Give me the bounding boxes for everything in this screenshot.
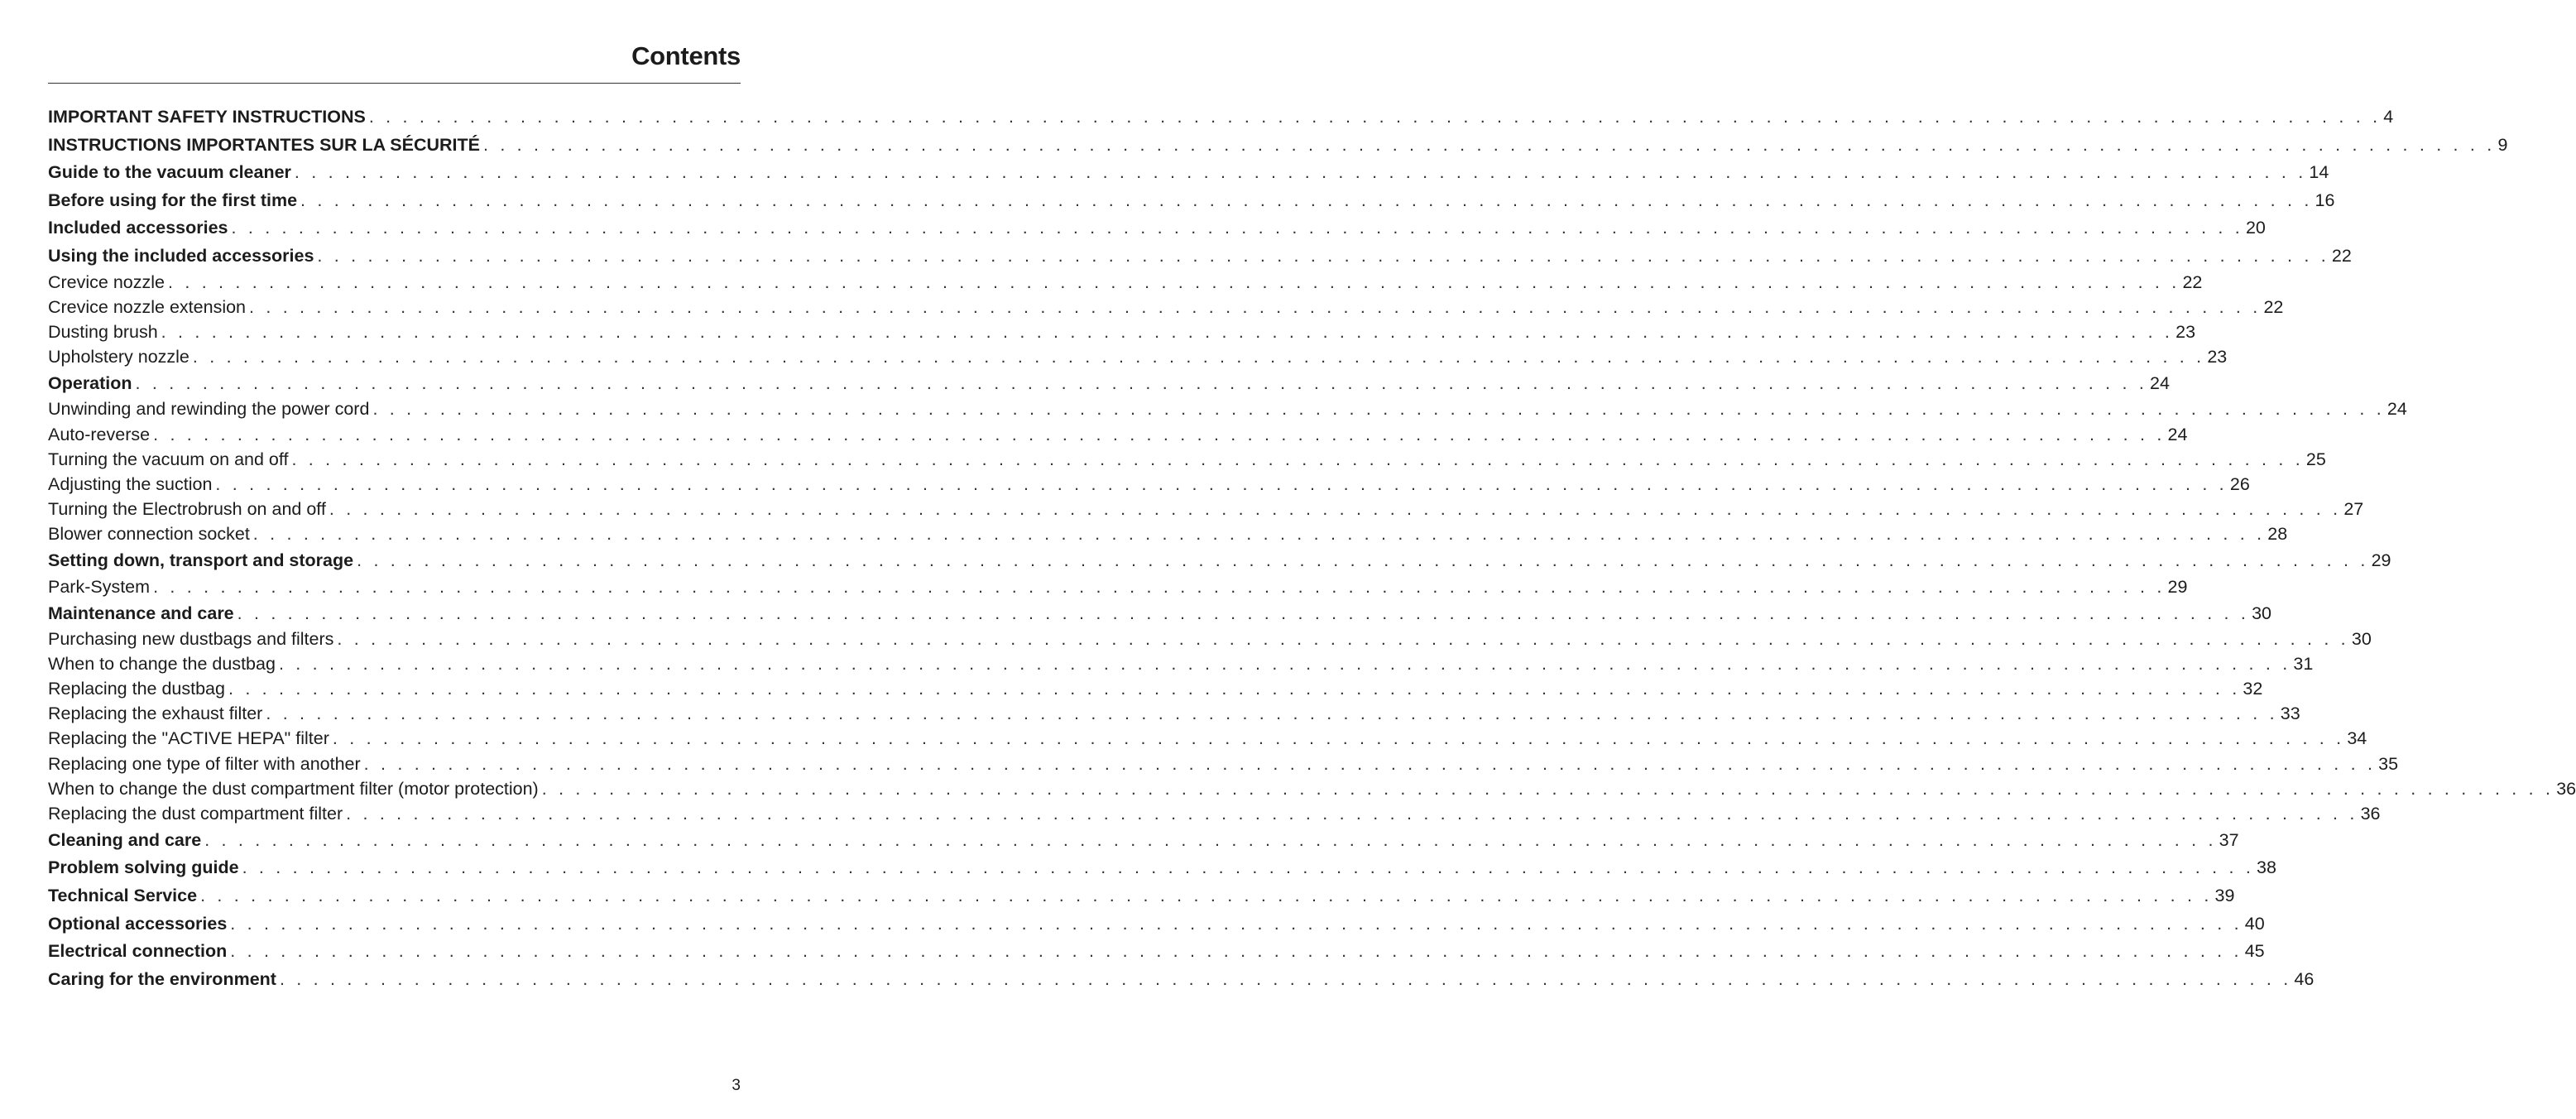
dot-leader: . . . . . . . . . . . . . . . . . . . . . . . . . . . . . . . . . . . . . . . . . . . . . . . . . . . . . . . . . . . . . . . . . . . . . . . . . . . . . . . . . . . . . . . . . . . . . . . . . . . . . . . . . . . . . . . . . . . . . . . . xyxy=(237,603,2250,623)
toc-section xyxy=(48,546,2391,574)
toc-subsection xyxy=(48,319,2196,344)
dot-leader: . . . . . . . . . . . . . . . . . . . . . . . . . . . . . . . . . . . . . . . . . . . . . . . . . . . . . . . . . . . . . . . . . . . . . . . . . . . . . . . . . . . . . . . . . . . . . . . . . . . . . . . . . . . . . . . . . . . . . . . . xyxy=(249,296,2262,317)
toc-section xyxy=(48,186,2335,214)
toc-entry-page: 25 xyxy=(2305,449,2326,469)
dot-leader: . . . . . . . . . . . . . . . . . . . . . . . . . . . . . . . . . . . . . . . . . . . . . . . . . . . . . . . . . . . . . . . . . . . . . . . . . . . . . . . . . . . . . . . . . . . . . . . . . . . . . . . . . . . . . . . . . . . . . . . . xyxy=(329,498,2342,519)
toc-entry-label: Optional accessories xyxy=(48,913,228,934)
toc-entry-label: Caring for the environment xyxy=(48,968,276,989)
dot-leader: . . . . . . . . . . . . . . . . . . . . . . . . . . . . . . . . . . . . . . . . . . . . . . . . . . . . . . . . . . . . . . . . . . . . . . . . . . . . . . . . . . . . . . . . . . . . . . . . . . . . . . . . . . . . . . . . . . . . . . . . xyxy=(541,778,2554,799)
toc-entry-page: 22 xyxy=(2182,271,2203,292)
toc-entry-page: 24 xyxy=(2387,399,2407,420)
dot-leader: . . . . . . . . . . . . . . . . . . . . . . . . . . . . . . . . . . . . . . . . . . . . . . . . . . . . . . . . . . . . . . . . . . . . . . . . . . . . . . . . . . . . . . . . . . . . . . . . . . . . . . . . . . . . . . . . . . . . . . . . xyxy=(228,679,2241,699)
toc-entry-label: Blower connection socket xyxy=(48,523,250,544)
toc-section xyxy=(48,242,2352,270)
toc-entry-label: Crevice nozzle xyxy=(48,271,165,292)
dot-leader: . . . . . . . . . . . . . . . . . . . . . . . . . . . . . . . . . . . . . . . . . . . . . . . . . . . . . . . . . . . . . . . . . . . . . . . . . . . . . . . . . . . . . . . . . . . . . . . . . . . . . . . . . . . . . . . . . . . . . . . . xyxy=(294,162,2307,183)
dot-leader: . . . . . . . . . . . . . . . . . . . . . . . . . . . . . . . . . . . . . . . . . . . . . . . . . . . . . . . . . . . . . . . . . . . . . . . . . . . . . . . . . . . . . . . . . . . . . . . . . . . . . . . . . . . . . . . . . . . . . . . . xyxy=(300,190,2313,210)
toc-entry-page: 14 xyxy=(2309,162,2329,183)
dot-leader: . . . . . . . . . . . . . . . . . . . . . . . . . . . . . . . . . . . . . . . . . . . . . . . . . . . . . . . . . . . . . . . . . . . . . . . . . . . . . . . . . . . . . . . . . . . . . . . . . . . . . . . . . . . . . . . . . . . . . . . . xyxy=(242,857,2255,878)
toc-entry-label: Park-System xyxy=(48,576,151,597)
toc-entry-page: 33 xyxy=(2280,704,2300,724)
toc-subsection xyxy=(48,676,2263,701)
toc-entry-label: Technical Service xyxy=(48,885,198,905)
toc-entry-label: Using the included accessories xyxy=(48,245,314,266)
toc-entry-label: Dusting brush xyxy=(48,321,158,342)
dot-leader: . . . . . . . . . . . . . . . . . . . . . . . . . . . . . . . . . . . . . . . . . . . . . . . . . . . . . . . . . . . . . . . . . . . . . . . . . . . . . . . . . . . . . . . . . . . . . . . . . . . . . . . . . . . . . . . . . . . . . . . . xyxy=(215,473,2228,494)
dot-leader: . . . . . . . . . . . . . . . . . . . . . . . . . . . . . . . . . . . . . . . . . . . . . . . . . . . . . . . . . . . . . . . . . . . . . . . . . . . . . . . . . . . . . . . . . . . . . . . . . . . . . . . . . . . . . . . . . . . . . . . . xyxy=(482,134,2496,155)
toc-entry-page: 32 xyxy=(2243,679,2263,699)
toc-section xyxy=(48,369,2170,397)
toc-entry-label: Cleaning and care xyxy=(48,829,202,850)
dot-leader: . . . . . . . . . . . . . . . . . . . . . . . . . . . . . . . . . . . . . . . . . . . . . . . . . . . . . . . . . . . . . . . . . . . . . . . . . . . . . . . . . . . . . . . . . . . . . . . . . . . . . . . . . . . . . . . . . . . . . . . . xyxy=(230,941,2243,962)
dot-leader: . . . . . . . . . . . . . . . . . . . . . . . . . . . . . . . . . . . . . . . . . . . . . . . . . . . . . . . . . . . . . . . . . . . . . . . . . . . . . . . . . . . . . . . . . . . . . . . . . . . . . . . . . . . . . . . . . . . . . . . . xyxy=(168,271,2180,292)
toc-entry-label: Crevice nozzle extension xyxy=(48,296,247,317)
toc-entry-page: 24 xyxy=(2150,372,2170,393)
toc-subsection xyxy=(48,396,2407,421)
toc-entry-label: Replacing the dust compartment filter xyxy=(48,803,343,824)
toc-entry-label: Guide to the vacuum cleaner xyxy=(48,162,291,183)
toc-subsection xyxy=(48,497,2364,521)
toc-entry-label: Included accessories xyxy=(48,218,228,238)
toc-entry-label: Purchasing new dustbags and filters xyxy=(48,629,334,650)
toc-entry-label: INSTRUCTIONS IMPORTANTES SUR LA SÉCURITÉ xyxy=(48,134,480,155)
dot-leader: . . . . . . . . . . . . . . . . . . . . . . . . . . . . . . . . . . . . . . . . . . . . . . . . . . . . . . . . . . . . . . . . . . . . . . . . . . . . . . . . . . . . . . . . . . . . . . . . . . . . . . . . . . . . . . . . . . . . . . . . xyxy=(192,346,2205,367)
toc-section xyxy=(48,853,2276,881)
toc-entry-label: When to change the dust compartment filter (motor protection) xyxy=(48,778,539,799)
toc-entry-label: Turning the vacuum on and off xyxy=(48,449,289,469)
toc-entry-label: Adjusting the suction xyxy=(48,473,213,494)
toc-entry-label: Replacing the dustbag xyxy=(48,679,225,699)
toc-subsection xyxy=(48,776,2576,801)
toc-subsection xyxy=(48,726,2367,751)
toc-entry-label: When to change the dustbag xyxy=(48,654,276,675)
toc-entry-page: 29 xyxy=(2167,576,2188,597)
toc-entry-page: 40 xyxy=(2244,913,2265,934)
dot-leader: . . . . . . . . . . . . . . . . . . . . . . . . . . . . . . . . . . . . . . . . . . . . . . . . . . . . . . . . . . . . . . . . . . . . . . . . . . . . . . . . . . . . . . . . . . . . . . . . . . . . . . . . . . . . . . . . . . . . . . . . xyxy=(317,245,2329,266)
toc-entry-page: 26 xyxy=(2229,473,2250,494)
toc-entry-page: 36 xyxy=(2360,803,2381,824)
dot-leader: . . . . . . . . . . . . . . . . . . . . . . . . . . . . . . . . . . . . . . . . . . . . . . . . . . . . . . . . . . . . . . . . . . . . . . . . . . . . . . . . . . . . . . . . . . . . . . . . . . . . . . . . . . . . . . . . . . . . . . . . xyxy=(200,885,2213,905)
dot-leader: . . . . . . . . . . . . . . . . . . . . . . . . . . . . . . . . . . . . . . . . . . . . . . . . . . . . . . . . . . . . . . . . . . . . . . . . . . . . . . . . . . . . . . . . . . . . . . . . . . . . . . . . . . . . . . . . . . . . . . . . xyxy=(346,803,2358,824)
page-number: 3 xyxy=(732,1077,741,1094)
toc-entry-label: Replacing the "ACTIVE HEPA" filter xyxy=(48,728,329,749)
dot-leader: . . . . . . . . . . . . . . . . . . . . . . . . . . . . . . . . . . . . . . . . . . . . . . . . . . . . . . . . . . . . . . . . . . . . . . . . . . . . . . . . . . . . . . . . . . . . . . . . . . . . . . . . . . . . . . . . . . . . . . . . xyxy=(135,372,2147,393)
toc-entry-page: 4 xyxy=(2383,107,2394,127)
toc-subsection xyxy=(48,752,2399,776)
toc-entry-label: Replacing the exhaust filter xyxy=(48,704,263,724)
toc-entry-page: 30 xyxy=(2351,629,2372,650)
dot-leader: . . . . . . . . . . . . . . . . . . . . . . . . . . . . . . . . . . . . . . . . . . . . . . . . . . . . . . . . . . . . . . . . . . . . . . . . . . . . . . . . . . . . . . . . . . . . . . . . . . . . . . . . . . . . . . . . . . . . . . . . xyxy=(357,550,2369,570)
toc-section xyxy=(48,881,2235,910)
toc-entry-label: Maintenance and care xyxy=(48,603,234,623)
dot-leader: . . . . . . . . . . . . . . . . . . . . . . . . . . . . . . . . . . . . . . . . . . . . . . . . . . . . . . . . . . . . . . . . . . . . . . . . . . . . . . . . . . . . . . . . . . . . . . . . . . . . . . . . . . . . . . . . . . . . . . . . xyxy=(161,321,2174,342)
toc-subsection xyxy=(48,574,2188,599)
toc-entry-page: 16 xyxy=(2315,190,2335,210)
toc-entry-label: Electrical connection xyxy=(48,941,228,962)
toc-entry-page: 9 xyxy=(2497,134,2508,155)
toc-subsection xyxy=(48,447,2326,472)
dot-leader: . . . . . . . . . . . . . . . . . . . . . . . . . . . . . . . . . . . . . . . . . . . . . . . . . . . . . . . . . . . . . . . . . . . . . . . . . . . . . . . . . . . . . . . . . . . . . . . . . . . . . . . . . . . . . . . . . . . . . . . . xyxy=(153,576,2166,597)
dot-leader: . . . . . . . . . . . . . . . . . . . . . . . . . . . . . . . . . . . . . . . . . . . . . . . . . . . . . . . . . . . . . . . . . . . . . . . . . . . . . . . . . . . . . . . . . . . . . . . . . . . . . . . . . . . . . . . . . . . . . . . . xyxy=(230,913,2243,934)
dot-leader: . . . . . . . . . . . . . . . . . . . . . . . . . . . . . . . . . . . . . . . . . . . . . . . . . . . . . . . . . . . . . . . . . . . . . . . . . . . . . . . . . . . . . . . . . . . . . . . . . . . . . . . . . . . . . . . . . . . . . . . . xyxy=(368,107,2382,127)
toc-section xyxy=(48,910,2265,938)
dot-leader: . . . . . . . . . . . . . . . . . . . . . . . . . . . . . . . . . . . . . . . . . . . . . . . . . . . . . . . . . . . . . . . . . . . . . . . . . . . . . . . . . . . . . . . . . . . . . . . . . . . . . . . . . . . . . . . . . . . . . . . . xyxy=(279,968,2292,989)
dot-leader: . . . . . . . . . . . . . . . . . . . . . . . . . . . . . . . . . . . . . . . . . . . . . . . . . . . . . . . . . . . . . . . . . . . . . . . . . . . . . . . . . . . . . . . . . . . . . . . . . . . . . . . . . . . . . . . . . . . . . . . . xyxy=(337,629,2349,650)
dot-leader: . . . . . . . . . . . . . . . . . . . . . . . . . . . . . . . . . . . . . . . . . . . . . . . . . . . . . . . . . . . . . . . . . . . . . . . . . . . . . . . . . . . . . . . . . . . . . . . . . . . . . . . . . . . . . . . . . . . . . . . . xyxy=(363,753,2377,774)
dot-leader: . . . . . . . . . . . . . . . . . . . . . . . . . . . . . . . . . . . . . . . . . . . . . . . . . . . . . . . . . . . . . . . . . . . . . . . . . . . . . . . . . . . . . . . . . . . . . . . . . . . . . . . . . . . . . . . . . . . . . . . . xyxy=(278,654,2291,675)
toc-entry-page: 23 xyxy=(2207,346,2228,367)
toc-entry-page: 39 xyxy=(2214,885,2235,905)
toc-entry-page: 37 xyxy=(2219,829,2239,850)
dot-leader: . . . . . . . . . . . . . . . . . . . . . . . . . . . . . . . . . . . . . . . . . . . . . . . . . . . . . . . . . . . . . . . . . . . . . . . . . . . . . . . . . . . . . . . . . . . . . . . . . . . . . . . . . . . . . . . . . . . . . . . . xyxy=(372,399,2385,420)
toc-entry-page: 27 xyxy=(2343,498,2364,519)
toc-entry-page: 22 xyxy=(2263,296,2284,317)
toc-entry-page: 24 xyxy=(2167,424,2188,444)
toc-subsection xyxy=(48,344,2228,369)
toc-entry-page: 45 xyxy=(2244,941,2265,962)
table-of-contents xyxy=(48,103,2576,992)
toc-subsection xyxy=(48,801,2381,826)
dot-leader: . . . . . . . . . . . . . . . . . . . . . . . . . . . . . . . . . . . . . . . . . . . . . . . . . . . . . . . . . . . . . . . . . . . . . . . . . . . . . . . . . . . . . . . . . . . . . . . . . . . . . . . . . . . . . . . . . . . . . . . . xyxy=(153,424,2166,444)
dot-leader: . . . . . . . . . . . . . . . . . . . . . . . . . . . . . . . . . . . . . . . . . . . . . . . . . . . . . . . . . . . . . . . . . . . . . . . . . . . . . . . . . . . . . . . . . . . . . . . . . . . . . . . . . . . . . . . . . . . . . . . . xyxy=(231,218,2243,238)
toc-entry-page: 38 xyxy=(2257,857,2276,878)
toc-entry-page: 36 xyxy=(2556,778,2576,799)
toc-entry-page: 34 xyxy=(2347,728,2367,749)
toc-section xyxy=(48,965,2315,993)
toc-entry-label: Operation xyxy=(48,372,132,393)
toc-subsection xyxy=(48,472,2250,497)
toc-section xyxy=(48,214,2266,242)
dot-leader: . . . . . . . . . . . . . . . . . . . . . . . . . . . . . . . . . . . . . . . . . . . . . . . . . . . . . . . . . . . . . . . . . . . . . . . . . . . . . . . . . . . . . . . . . . . . . . . . . . . . . . . . . . . . . . . . . . . . . . . . xyxy=(204,829,2217,850)
toc-section xyxy=(48,937,2265,965)
toc-entry-page: 20 xyxy=(2245,218,2266,238)
toc-subsection xyxy=(48,295,2284,319)
toc-section xyxy=(48,826,2239,854)
toc-subsection xyxy=(48,521,2288,546)
title-divider xyxy=(48,83,741,84)
toc-entry-page: 29 xyxy=(2371,550,2391,570)
toc-subsection xyxy=(48,270,2203,295)
toc-subsection xyxy=(48,701,2300,726)
toc-entry-page: 28 xyxy=(2267,523,2288,544)
dot-leader: . . . . . . . . . . . . . . . . . . . . . . . . . . . . . . . . . . . . . . . . . . . . . . . . . . . . . . . . . . . . . . . . . . . . . . . . . . . . . . . . . . . . . . . . . . . . . . . . . . . . . . . . . . . . . . . . . . . . . . . . xyxy=(291,449,2304,469)
toc-entry-page: 31 xyxy=(2293,654,2314,675)
toc-subsection xyxy=(48,651,2314,676)
toc-entry-label: Replacing one type of filter with another xyxy=(48,753,361,774)
toc-entry-page: 22 xyxy=(2331,245,2352,266)
dot-leader: . . . . . . . . . . . . . . . . . . . . . . . . . . . . . . . . . . . . . . . . . . . . . . . . . . . . . . . . . . . . . . . . . . . . . . . . . . . . . . . . . . . . . . . . . . . . . . . . . . . . . . . . . . . . . . . . . . . . . . . . xyxy=(252,523,2266,544)
toc-entry-label: Upholstery nozzle xyxy=(48,346,189,367)
toc-entry-label: Unwinding and rewinding the power cord xyxy=(48,399,370,420)
toc-entry-label: Turning the Electrobrush on and off xyxy=(48,498,326,519)
toc-entry-label: Setting down, transport and storage xyxy=(48,550,354,570)
toc-section xyxy=(48,599,2272,627)
toc-subsection xyxy=(48,422,2188,447)
page-title: Contents xyxy=(631,41,741,70)
toc-entry-label: Auto-reverse xyxy=(48,424,151,444)
dot-leader: . . . . . . . . . . . . . . . . . . . . . . . . . . . . . . . . . . . . . . . . . . . . . . . . . . . . . . . . . . . . . . . . . . . . . . . . . . . . . . . . . . . . . . . . . . . . . . . . . . . . . . . . . . . . . . . . . . . . . . . . xyxy=(332,728,2345,749)
toc-section xyxy=(48,103,2394,131)
toc-entry-page: 30 xyxy=(2252,603,2272,623)
toc-entry-page: 46 xyxy=(2294,968,2315,989)
toc-entry-label: Before using for the first time xyxy=(48,190,298,210)
toc-entry-page: 35 xyxy=(2378,753,2399,774)
toc-subsection xyxy=(48,627,2372,651)
dot-leader: . . . . . . . . . . . . . . . . . . . . . . . . . . . . . . . . . . . . . . . . . . . . . . . . . . . . . . . . . . . . . . . . . . . . . . . . . . . . . . . . . . . . . . . . . . . . . . . . . . . . . . . . . . . . . . . . . . . . . . . . xyxy=(266,704,2278,724)
toc-entry-label: Problem solving guide xyxy=(48,857,239,878)
toc-section xyxy=(48,131,2508,159)
toc-entry-page: 23 xyxy=(2175,321,2196,342)
toc-section xyxy=(48,158,2329,186)
toc-entry-label: IMPORTANT SAFETY INSTRUCTIONS xyxy=(48,107,366,127)
